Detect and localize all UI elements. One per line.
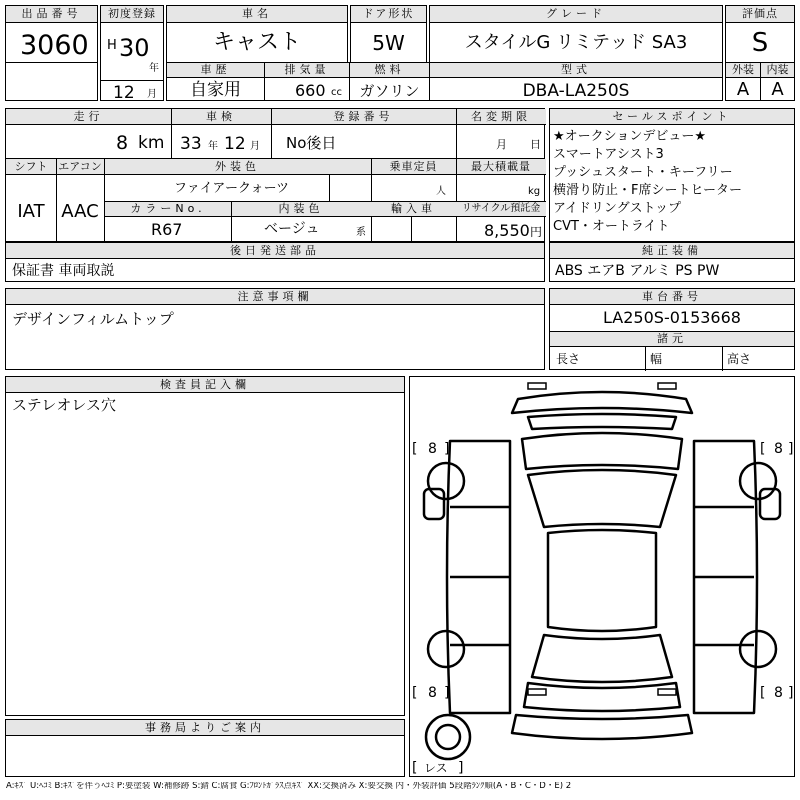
trunk-outline xyxy=(524,683,680,711)
notes: デザインフィルムトップ xyxy=(12,310,174,328)
displacement-label: 排気量 xyxy=(265,63,349,78)
reg-month-unit: 月 xyxy=(147,89,157,100)
history-label: 車歴 xyxy=(167,63,264,78)
mileage-label: 走行 xyxy=(6,109,171,125)
rear-window-outline xyxy=(532,635,672,682)
sales-point-item: スマートアシスト3 xyxy=(553,147,664,162)
model-cell xyxy=(429,62,723,101)
roof-outline xyxy=(548,530,656,631)
score: S xyxy=(751,28,769,58)
door-type: 5W xyxy=(372,31,405,55)
notes-label: 注意事項欄 xyxy=(6,289,544,305)
load-label: 最大積載量 xyxy=(456,159,546,175)
interior-grade: A xyxy=(771,79,784,100)
int-color: ベージュ xyxy=(264,221,320,237)
tire-label-rl: [ xyxy=(412,685,418,701)
tire-value-fl: 8 xyxy=(428,441,437,457)
color-no-label: カラーNo. xyxy=(105,202,231,217)
standard-equip-panel xyxy=(549,242,795,282)
name-change-label: 名変期限 xyxy=(456,109,546,125)
shift: IAT xyxy=(17,201,45,222)
door-cell xyxy=(350,5,427,63)
fuel-label: 燃料 xyxy=(350,63,429,78)
exterior-grade: A xyxy=(736,79,750,100)
name-change-day-unit: 日 xyxy=(530,138,541,151)
tire-label-fr: [ xyxy=(760,441,766,457)
car-name: キャスト xyxy=(212,30,301,55)
sales-point-item: アイドリングストップ xyxy=(553,201,682,216)
exterior-grade-cell xyxy=(725,62,761,101)
history: 自家用 xyxy=(190,80,241,100)
aircon-label: エアコン xyxy=(56,159,104,175)
car-name-label: 車名 xyxy=(167,6,347,23)
import-label: 輸入車 xyxy=(371,202,456,217)
hood-outline xyxy=(522,433,682,469)
inspector-panel xyxy=(5,376,405,716)
inspector-label: 検査員記入欄 xyxy=(6,377,404,393)
grade: スタイルG リミテッド SA3 xyxy=(464,32,688,53)
svg-text:]: ] xyxy=(458,760,464,776)
interior-label: 内装 xyxy=(761,63,794,78)
later-parts-label: 後日発送部品 xyxy=(6,243,544,259)
displacement-cell xyxy=(264,62,350,101)
score-cell xyxy=(725,5,795,63)
sales-points-list xyxy=(553,128,742,236)
insp-year-unit: 年 xyxy=(208,141,218,152)
width-label: 幅 xyxy=(650,352,663,366)
capacity-unit: 人 xyxy=(436,186,446,197)
notes-panel xyxy=(5,288,545,370)
name-change-month-unit: 月 xyxy=(496,138,507,151)
grade-cell xyxy=(429,5,723,63)
recycle-fee: 8,550 xyxy=(484,221,530,240)
office-label: 事務局よりご案内 xyxy=(6,720,404,736)
spare-tire-value: レス xyxy=(424,761,448,775)
wheel-front-left xyxy=(428,463,464,499)
model-label: 型式 xyxy=(430,63,722,78)
windshield-outline xyxy=(528,470,676,527)
wheel-rear-left xyxy=(428,631,464,667)
damage-diagram xyxy=(409,376,795,777)
later-parts: 保証書 車両取説 xyxy=(12,263,115,279)
length-label: 長さ xyxy=(556,352,581,366)
tire-value-fr: 8 xyxy=(774,441,783,457)
score-label: 評価点 xyxy=(726,6,794,23)
int-color-suffix: 系 xyxy=(356,227,366,238)
ext-color: ファイアークォーツ xyxy=(174,181,290,196)
tire-label-rr: [ xyxy=(760,685,766,701)
reg-year: 30 xyxy=(119,34,150,62)
door-label: ドア形状 xyxy=(351,6,426,23)
reg-year-unit: 年 xyxy=(149,63,159,74)
vehicle-info-table xyxy=(5,108,545,242)
mileage-unit: km xyxy=(138,133,165,153)
car-name-cell xyxy=(166,5,348,63)
first-reg-label: 初度登録 xyxy=(101,6,163,23)
rear-bumper-outline xyxy=(512,715,692,739)
int-color-label: 内装色 xyxy=(231,202,371,217)
reg-number: No後日 xyxy=(286,134,337,152)
first-registration-cell xyxy=(100,5,164,101)
svg-text:[: [ xyxy=(412,760,418,776)
chassis-label: 車台番号 xyxy=(550,289,794,305)
svg-text:]: ] xyxy=(788,441,794,457)
office-panel xyxy=(5,719,405,777)
tire-value-rl: 8 xyxy=(428,685,437,701)
car-diagram-svg xyxy=(410,377,794,776)
recycle-label: リサイクル預託金 xyxy=(456,202,546,217)
ext-color-label: 外装色 xyxy=(104,159,371,175)
height-label: 高さ xyxy=(727,352,752,366)
standard-equip-label: 純正装備 xyxy=(550,243,794,259)
model: DBA-LA250S xyxy=(522,81,630,101)
color-no: R67 xyxy=(151,220,183,239)
sales-point-item: 横滑り防止・F席シートヒーター xyxy=(553,183,742,198)
dims-label: 諸元 xyxy=(550,332,794,347)
recycle-unit: 円 xyxy=(530,225,543,239)
sales-point-item: CVT・オートライト xyxy=(553,219,670,234)
reg-number-label: 登録番号 xyxy=(271,109,456,125)
svg-text:]: ] xyxy=(444,685,450,701)
svg-text:]: ] xyxy=(444,441,450,457)
inspection-label: 車検 xyxy=(171,109,271,125)
wheel-front-right xyxy=(740,463,776,499)
history-cell xyxy=(166,62,265,101)
exterior-label: 外装 xyxy=(726,63,760,78)
grade-label: グレード xyxy=(430,6,722,23)
front-grille-outline xyxy=(528,414,676,429)
later-parts-panel xyxy=(5,242,545,282)
insp-month: 12 xyxy=(224,134,246,154)
lot-number: 3060 xyxy=(20,30,89,61)
era-letter: H xyxy=(107,38,117,53)
insp-year: 33 xyxy=(180,134,202,154)
fuel: ガソリン xyxy=(359,82,420,100)
standard-equip: ABS エアB アルミ PS PW xyxy=(555,263,720,279)
wheel-rear-right xyxy=(740,631,776,667)
fuel-cell xyxy=(349,62,430,101)
interior-grade-cell xyxy=(760,62,795,101)
lot-number-cell xyxy=(5,5,98,101)
mileage: 8 xyxy=(116,132,129,154)
aircon: AAC xyxy=(61,201,99,222)
tire-value-rr: 8 xyxy=(774,685,783,701)
displacement-unit: cc xyxy=(331,87,342,98)
sales-point-item: プッシュスタート・キーフリー xyxy=(553,165,733,180)
sales-point-item: ★オークションデビュー★ xyxy=(553,129,707,144)
shift-label: シフト xyxy=(6,159,56,175)
capacity-label: 乗車定員 xyxy=(371,159,456,175)
chassis-number: LA250S-0153668 xyxy=(603,308,741,327)
tire-label-fl: [ xyxy=(412,441,418,457)
displacement: 660 xyxy=(295,81,326,100)
spare-tire xyxy=(426,715,470,759)
sales-points-label: セールスポイント xyxy=(550,109,794,125)
load-unit: kg xyxy=(528,186,541,197)
insp-month-unit: 月 xyxy=(250,141,260,152)
sales-points-panel xyxy=(549,108,795,242)
svg-text:]: ] xyxy=(788,685,794,701)
chassis-panel xyxy=(549,288,795,370)
reg-month: 12 xyxy=(113,83,135,103)
lot-number-label: 出品番号 xyxy=(6,6,97,23)
inspector-notes: ステレオレス穴 xyxy=(12,396,116,414)
front-bumper-outline xyxy=(512,392,692,413)
legend-text: A:ｷｽﾞ U:ﾍｺﾐ B:ｷｽﾞを伴うﾍｺﾐ P:要塗装 W:補修跡 S:錆 C:腐食 G:ﾌﾛﾝﾄｶﾞﾗｽ点ｷｽﾞ XX:交換済み X:要交換 内・外装評価 5段階ﾗﾝｸ順(A・B・C・D・E) 2 xyxy=(6,782,572,791)
